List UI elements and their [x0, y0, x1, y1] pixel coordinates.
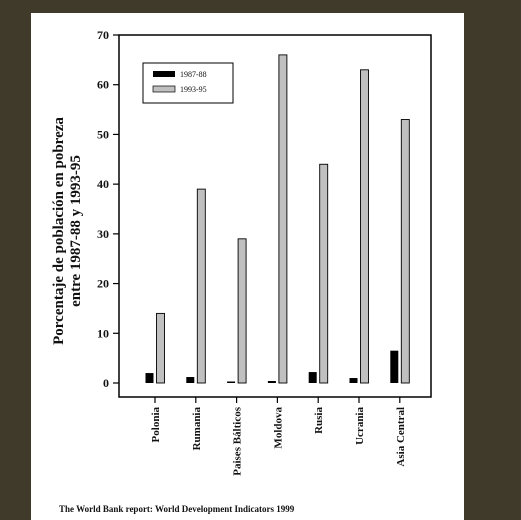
bar-1987-88 — [186, 377, 194, 383]
y-tick-label: 40 — [97, 177, 109, 192]
x-tick-label: Ucrania — [354, 407, 366, 445]
y-tick-label: 50 — [97, 127, 109, 142]
source-note: The World Bank report: World Development Indicators 1999 — [59, 504, 295, 514]
bar-1987-88 — [227, 382, 235, 384]
y-axis-label-line-2: entre 1987-88 y 1993-95 — [68, 155, 84, 307]
x-tick-label: Asia Central — [394, 407, 407, 467]
legend-label: 1993-95 — [180, 85, 207, 94]
legend-swatch — [153, 71, 175, 77]
legend-label: 1987-88 — [180, 70, 207, 79]
bar-1993-95 — [197, 189, 205, 383]
bar-1993-95 — [361, 70, 369, 383]
y-tick-label: 20 — [97, 276, 109, 291]
legend-swatch — [153, 86, 175, 92]
figure-panel — [31, 13, 464, 520]
bar-1993-95 — [401, 120, 409, 383]
bar-1993-95 — [238, 239, 246, 383]
x-tick-label: Rumania — [190, 407, 203, 451]
x-tick-label: Polonia — [150, 407, 162, 443]
bar-1993-95 — [157, 313, 165, 383]
bar-1987-88 — [268, 381, 276, 383]
bar-1987-88 — [309, 372, 317, 383]
x-tick-label: Paises Bálticos — [231, 407, 244, 476]
x-tick-label: Moldova — [272, 407, 285, 449]
bar-1993-95 — [279, 55, 287, 383]
bar-1987-88 — [350, 378, 358, 383]
bar-1987-88 — [146, 373, 154, 383]
y-tick-label: 70 — [97, 28, 109, 42]
legend-box — [143, 63, 233, 103]
y-axis-label-line-1: Porcentaje de población en pobreza — [51, 117, 67, 345]
bar-1987-88 — [390, 351, 398, 383]
bar-1993-95 — [320, 164, 328, 383]
y-tick-label: 30 — [97, 226, 109, 241]
bars-group — [146, 55, 410, 383]
y-tick-label: 60 — [97, 77, 109, 92]
bar-chart — [31, 13, 464, 520]
y-tick-label: 10 — [97, 326, 109, 341]
x-tick-label: Rusia — [313, 407, 326, 434]
y-tick-label: 0 — [103, 376, 109, 390]
legend — [143, 63, 233, 103]
